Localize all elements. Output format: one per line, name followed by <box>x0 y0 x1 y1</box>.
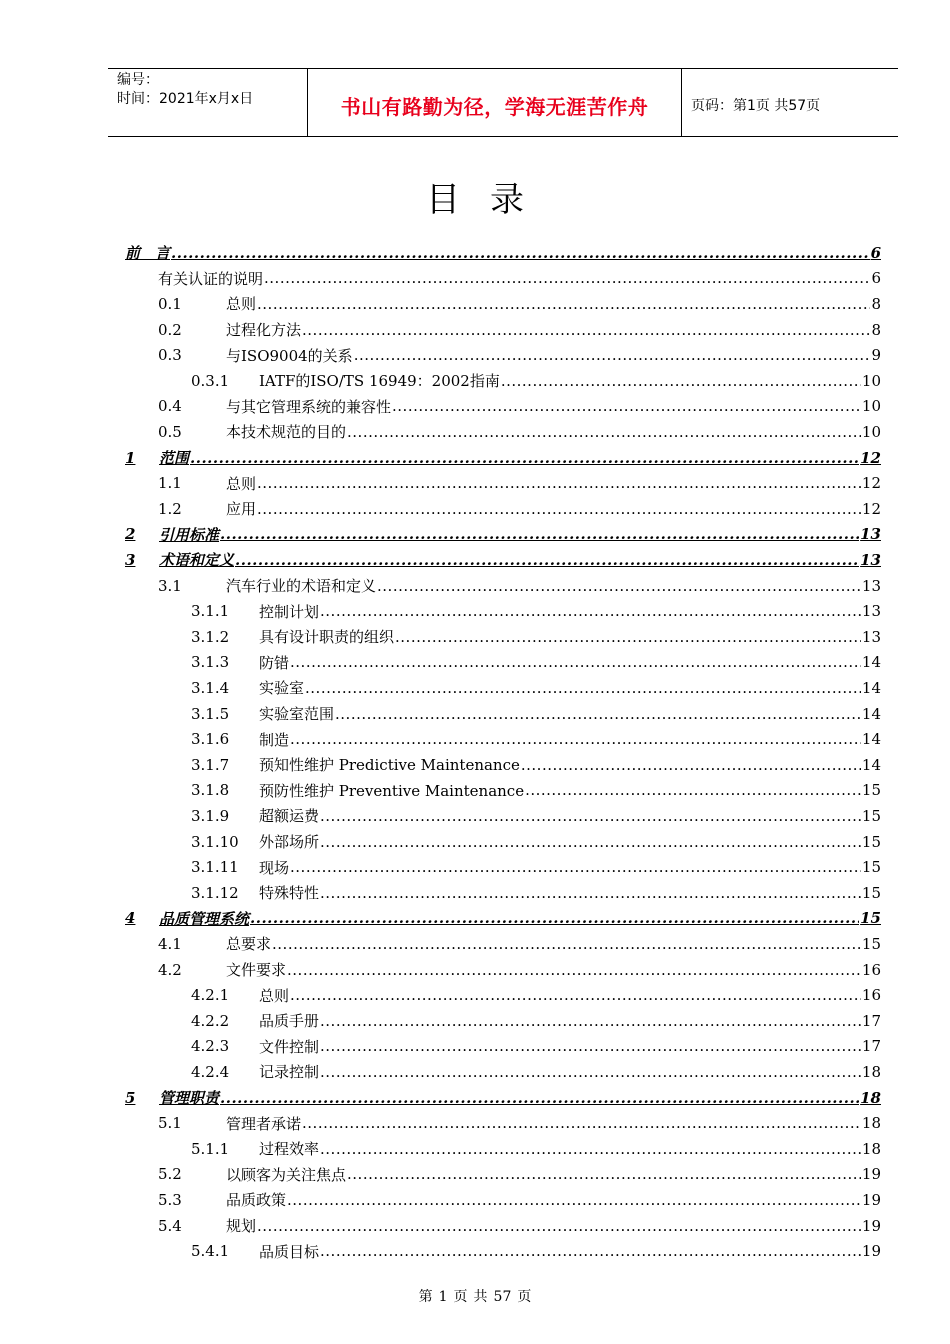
toc-entry-line <box>259 370 881 391</box>
toc-dot-leader <box>290 730 861 748</box>
toc-entry-title: 制造 <box>259 730 290 749</box>
toc-entry-number: 4.2.3 <box>191 1037 230 1056</box>
toc-entry-line <box>226 319 881 340</box>
toc-entry[interactable] <box>125 266 881 292</box>
toc-entry-number: 5.4 <box>158 1216 182 1235</box>
toc-entry[interactable] <box>125 522 881 548</box>
toc-entry-number: 3.1.4 <box>191 678 230 697</box>
toc-entry-number: 4.2.4 <box>191 1062 230 1081</box>
toc-entry[interactable] <box>125 1110 881 1136</box>
toc-dot-leader <box>354 346 871 364</box>
toc-dot-leader <box>521 756 861 774</box>
toc-entry-page: 18 <box>860 1088 881 1107</box>
toc-dot-leader <box>320 1037 861 1055</box>
toc-dot-leader <box>335 705 861 723</box>
toc-entry-line <box>226 959 881 980</box>
toc-entry-line <box>226 498 881 519</box>
toc-entry-title: 品质手册 <box>259 1012 320 1031</box>
toc-dot-leader <box>290 653 861 671</box>
toc-dot-leader <box>305 679 861 697</box>
toc-entry[interactable] <box>125 982 881 1008</box>
toc-dot-leader <box>290 986 861 1004</box>
toc-entry-title: 规划 <box>226 1217 257 1236</box>
toc-dot-leader <box>501 372 861 390</box>
toc-entry-line <box>259 626 881 647</box>
toc-dot-leader <box>257 1217 861 1235</box>
toc-entry-line <box>226 1113 881 1134</box>
toc-entry-number: 3.1 <box>158 576 182 595</box>
toc-entry-number: 1.2 <box>158 499 182 518</box>
toc-dot-leader <box>320 884 861 902</box>
page-title: 目录 <box>426 180 554 220</box>
toc-entry-page: 10 <box>861 371 881 390</box>
toc-entry[interactable] <box>125 906 881 932</box>
toc-entry[interactable] <box>125 496 881 522</box>
toc-entry-line <box>159 908 881 929</box>
toc-entry-title: 特殊特性 <box>259 884 320 903</box>
toc-entry-number: 5.3 <box>158 1190 182 1209</box>
toc-entry-page: 18 <box>861 1062 881 1081</box>
toc-entry-title: 文件要求 <box>226 961 287 980</box>
toc-entry[interactable] <box>125 1085 881 1111</box>
toc-entry-number: 0.1 <box>158 294 182 313</box>
toc-entry-line <box>259 754 881 775</box>
toc-entry-page: 16 <box>861 960 881 979</box>
toc-entry-line <box>226 473 881 494</box>
toc-entry-title: 现场 <box>259 858 290 877</box>
toc-entry-page: 16 <box>861 986 881 1005</box>
toc-entry-title: 术语和定义 <box>159 551 235 570</box>
toc-dot-leader <box>171 244 870 262</box>
toc-dot-leader <box>320 807 861 825</box>
toc-entry-line <box>159 1087 881 1108</box>
footer-total-word: 共 <box>473 1289 488 1305</box>
toc-entry-page: 19 <box>861 1165 881 1184</box>
toc-entry-number: 3.1.5 <box>191 704 230 723</box>
toc-entry-title: 管理职责 <box>159 1089 220 1108</box>
toc-dot-leader <box>250 909 859 927</box>
toc-entry-number: 1 <box>125 448 136 467</box>
toc-entry-line <box>226 575 881 596</box>
toc-entry-number: 3.1.11 <box>191 858 239 877</box>
toc-dot-leader <box>320 1063 861 1081</box>
toc-entry-page: 17 <box>861 1037 881 1056</box>
toc-entry-title: 具有设计职责的组织 <box>259 628 395 647</box>
toc-entry-page: 6 <box>870 243 881 262</box>
toc-entry-page: 15 <box>861 806 881 825</box>
toc-entry-line <box>125 242 881 263</box>
toc-entry[interactable] <box>125 650 881 676</box>
toc-entry-line <box>259 652 881 673</box>
toc-entry-number: 5.4.1 <box>191 1242 230 1261</box>
toc-entry-number: 3.1.7 <box>191 755 230 774</box>
toc-entry-page: 18 <box>861 1139 881 1158</box>
toc-entry-line <box>259 703 881 724</box>
toc-entry[interactable] <box>125 1238 881 1264</box>
toc-entry[interactable] <box>125 829 881 855</box>
toc-entry-title: 范围 <box>159 449 190 468</box>
toc-entry-title: 与ISO9004的关系 <box>226 346 353 365</box>
toc-entry-line <box>226 1189 881 1210</box>
toc-entry-number: 5.1 <box>158 1114 182 1133</box>
toc-entry-line <box>259 831 881 852</box>
toc-entry-title: 过程效率 <box>259 1140 320 1159</box>
header-table <box>108 68 898 137</box>
toc-entry-title: 控制计划 <box>259 602 320 621</box>
toc-entry-number: 5.2 <box>158 1165 182 1184</box>
footer-prefix: 第 <box>418 1289 433 1305</box>
toc-entry-number: 4 <box>125 909 136 928</box>
toc-entry[interactable] <box>125 573 881 599</box>
toc-dot-leader <box>347 1165 861 1183</box>
toc-entry-number: 3.1.8 <box>191 781 230 800</box>
toc-entry-title: 管理者承诺 <box>226 1114 302 1133</box>
toc-dot-leader <box>190 449 859 467</box>
toc-entry-line <box>159 524 881 545</box>
toc-dot-leader <box>257 474 861 492</box>
toc-entry-number: 4.2.1 <box>191 986 230 1005</box>
toc-entry-page: 13 <box>861 602 881 621</box>
toc-entry-page: 12 <box>861 474 881 493</box>
toc-entry-page: 15 <box>861 832 881 851</box>
toc-entry-line <box>259 857 881 878</box>
toc-entry[interactable] <box>125 1059 881 1085</box>
toc-entry-page: 14 <box>861 755 881 774</box>
toc-entry-title: 预防性维护 Preventive Maintenance <box>259 781 525 800</box>
page-footer <box>0 1286 950 1306</box>
toc-entry[interactable] <box>125 1213 881 1239</box>
date-text: 时间：2021年x月x日 <box>117 91 254 107</box>
toc-entry-line <box>159 447 881 468</box>
toc-dot-leader <box>290 858 861 876</box>
toc-entry-number: 5.1.1 <box>191 1139 230 1158</box>
toc-entry-title: 总要求 <box>226 935 272 954</box>
toc-dot-leader <box>287 1191 861 1209</box>
toc-entry-title: 有关认证的说明 <box>158 269 264 288</box>
toc-entry[interactable] <box>125 752 881 778</box>
toc-entry-number: 5 <box>125 1088 136 1107</box>
toc-entry-page: 19 <box>861 1242 881 1261</box>
toc-entry-title: 以顾客为关注焦点 <box>226 1165 347 1184</box>
toc-entry-page: 19 <box>861 1190 881 1209</box>
toc-entry-line <box>259 1010 881 1031</box>
toc-entry-number: 3.1.10 <box>191 832 239 851</box>
toc-entry-number: 4.1 <box>158 934 182 953</box>
toc-dot-leader <box>525 781 861 799</box>
toc-entry-page: 15 <box>860 909 881 928</box>
toc-dot-leader <box>392 397 861 415</box>
toc-entry-page: 9 <box>871 346 881 365</box>
toc-entry[interactable] <box>125 1162 881 1188</box>
toc-entry-page: 10 <box>861 422 881 441</box>
toc-entry-title: 前 言 <box>125 244 171 263</box>
toc-entry-title: 品质管理系统 <box>159 909 250 928</box>
toc-entry-line <box>259 985 881 1006</box>
toc-dot-leader <box>272 935 861 953</box>
toc-dot-leader <box>220 525 859 543</box>
toc-entry-title: 预知性维护 Predictive Maintenance <box>259 756 520 775</box>
toc-entry-page: 13 <box>861 576 881 595</box>
toc-entry-line <box>259 882 881 903</box>
toc-entry-title: 总则 <box>259 986 290 1005</box>
toc-dot-leader <box>235 551 859 569</box>
toc-entry-title: 实验室范围 <box>259 705 335 724</box>
toc-entry-line <box>226 421 881 442</box>
toc-entry-line <box>259 1061 881 1082</box>
toc-entry[interactable] <box>125 1187 881 1213</box>
toc-entry-line <box>158 268 881 289</box>
toc-entry-page: 19 <box>861 1216 881 1235</box>
toc-entry-title: 本技术规范的目的 <box>226 423 347 442</box>
header-info-cell <box>108 69 308 136</box>
toc-dot-leader <box>220 1089 859 1107</box>
toc-entry[interactable] <box>125 1034 881 1060</box>
toc-entry-page: 15 <box>861 883 881 902</box>
toc-entry-number: 1.1 <box>158 474 182 493</box>
toc-entry-number: 0.2 <box>158 320 182 339</box>
toc-entry[interactable] <box>125 291 881 317</box>
toc-entry-line <box>259 1036 881 1057</box>
toc-entry-title: 引用标准 <box>159 525 220 544</box>
toc-entry-page: 6 <box>871 269 881 288</box>
toc-entry[interactable] <box>125 880 881 906</box>
toc-entry-page: 14 <box>861 653 881 672</box>
toc-entry-page: 12 <box>861 499 881 518</box>
toc-entry-number: 4.2 <box>158 960 182 979</box>
toc-entry-line <box>226 933 881 954</box>
toc-entry-line <box>226 1215 881 1236</box>
toc-entry-page: 13 <box>860 550 881 569</box>
toc-entry-title: 防错 <box>259 653 290 672</box>
toc-entry-page: 18 <box>861 1114 881 1133</box>
toc-entry-line <box>259 1241 881 1262</box>
toc-dot-leader <box>320 1140 861 1158</box>
toc-dot-leader <box>264 269 870 287</box>
footer-total-pages: 57 <box>493 1289 512 1305</box>
toc-entry-line <box>259 1138 881 1159</box>
toc-entry-title: 记录控制 <box>259 1063 320 1082</box>
toc-dot-leader <box>347 423 861 441</box>
toc-entry-title: 实验室 <box>259 679 305 698</box>
toc-dot-leader <box>287 961 861 979</box>
toc-entry-title: 文件控制 <box>259 1037 320 1056</box>
toc-entry-page: 15 <box>861 934 881 953</box>
toc-dot-leader <box>320 833 861 851</box>
toc-entry-line <box>226 293 881 314</box>
toc-entry-line <box>259 780 881 801</box>
toc-entry-page: 13 <box>860 525 881 544</box>
code-label: 编号： <box>117 72 159 88</box>
toc-entry-number: 3.1.9 <box>191 806 230 825</box>
toc-entry[interactable] <box>125 419 881 445</box>
toc-dot-leader <box>320 1242 861 1260</box>
toc-entry[interactable] <box>125 854 881 880</box>
toc-entry-line <box>226 345 881 366</box>
toc-entry-page: 8 <box>871 320 881 339</box>
toc-entry-number: 3 <box>125 550 136 569</box>
toc-entry-title: 总则 <box>226 474 257 493</box>
toc-entry-title: 过程化方法 <box>226 321 302 340</box>
toc-entry[interactable] <box>125 394 881 420</box>
toc-entry-page: 14 <box>861 678 881 697</box>
toc-entry-title: 品质目标 <box>259 1242 320 1261</box>
toc-entry-line <box>259 805 881 826</box>
toc-entry-line <box>259 601 881 622</box>
toc-entry-page: 8 <box>871 294 881 313</box>
toc-entry-number: 3.1.1 <box>191 602 230 621</box>
toc-entry-number: 0.5 <box>158 422 182 441</box>
toc-entry-number: 0.3.1 <box>191 371 230 390</box>
toc-entry-title: 总则 <box>226 295 257 314</box>
toc-entry-number: 2 <box>125 525 136 544</box>
toc-dot-leader <box>395 628 861 646</box>
toc-dot-leader <box>257 500 861 518</box>
toc-entry-line <box>159 549 881 570</box>
toc-dot-leader <box>320 1012 861 1030</box>
toc-entry-page: 10 <box>861 397 881 416</box>
toc-entry-title: 汽车行业的术语和定义 <box>226 577 377 596</box>
toc-entry[interactable] <box>125 1136 881 1162</box>
toc-entry-line <box>226 396 881 417</box>
page-info: 页码：第1页 共57页 <box>691 97 821 114</box>
motto: 书山有路勤为径，学海无涯苦作舟 <box>308 69 682 136</box>
toc-entry[interactable] <box>125 675 881 701</box>
toc-entry-page: 13 <box>861 627 881 646</box>
footer-page-word-2: 页 <box>517 1289 532 1305</box>
toc-entry-page: 15 <box>861 781 881 800</box>
toc-entry[interactable] <box>125 624 881 650</box>
toc-entry[interactable] <box>125 1008 881 1034</box>
footer-page-word: 页 <box>453 1289 468 1305</box>
toc-entry[interactable] <box>125 445 881 471</box>
toc-entry-title: 外部场所 <box>259 833 320 852</box>
toc-entry-title: 应用 <box>226 500 257 519</box>
toc-dot-leader <box>302 321 870 339</box>
toc-entry[interactable] <box>125 957 881 983</box>
toc-dot-leader <box>320 602 861 620</box>
toc-dot-leader <box>377 577 861 595</box>
footer-current-page: 1 <box>438 1289 448 1305</box>
toc-entry[interactable] <box>125 470 881 496</box>
toc-entry[interactable] <box>125 547 881 573</box>
toc-entry[interactable] <box>125 598 881 624</box>
toc-entry-number: 3.1.3 <box>191 653 230 672</box>
toc-entry-page: 14 <box>861 704 881 723</box>
toc-entry[interactable] <box>125 931 881 957</box>
toc-entry-number: 0.3 <box>158 346 182 365</box>
toc-entry[interactable] <box>125 778 881 804</box>
toc-entry-number: 3.1.6 <box>191 730 230 749</box>
toc-entry-number: 4.2.2 <box>191 1011 230 1030</box>
toc-entry-title: 与其它管理系统的兼容性 <box>226 397 392 416</box>
toc-entry[interactable] <box>125 368 881 394</box>
toc-entry[interactable] <box>125 317 881 343</box>
toc-entry-line <box>259 677 881 698</box>
toc-entry-number: 3.1.12 <box>191 883 239 902</box>
toc-entry-page: 12 <box>860 448 881 467</box>
toc-entry[interactable] <box>125 803 881 829</box>
toc-entry-line <box>259 729 881 750</box>
toc-entry-page: 15 <box>861 858 881 877</box>
toc-entry-page: 17 <box>861 1011 881 1030</box>
toc-dot-leader <box>302 1114 861 1132</box>
toc-entry[interactable] <box>125 342 881 368</box>
toc-entry[interactable] <box>125 701 881 727</box>
toc-entry-number: 3.1.2 <box>191 627 230 646</box>
toc-dot-leader <box>257 295 870 313</box>
toc-entry[interactable] <box>125 726 881 752</box>
toc-entry-title: 超额运费 <box>259 807 320 826</box>
toc-entry-number: 0.4 <box>158 397 182 416</box>
toc-entry-page: 14 <box>861 730 881 749</box>
toc-entry-title: 品质政策 <box>226 1191 287 1210</box>
toc-entry-line <box>226 1164 881 1185</box>
toc-entry-title: IATF的ISO/TS 16949：2002指南 <box>259 372 500 391</box>
toc-entry[interactable] <box>125 240 881 266</box>
